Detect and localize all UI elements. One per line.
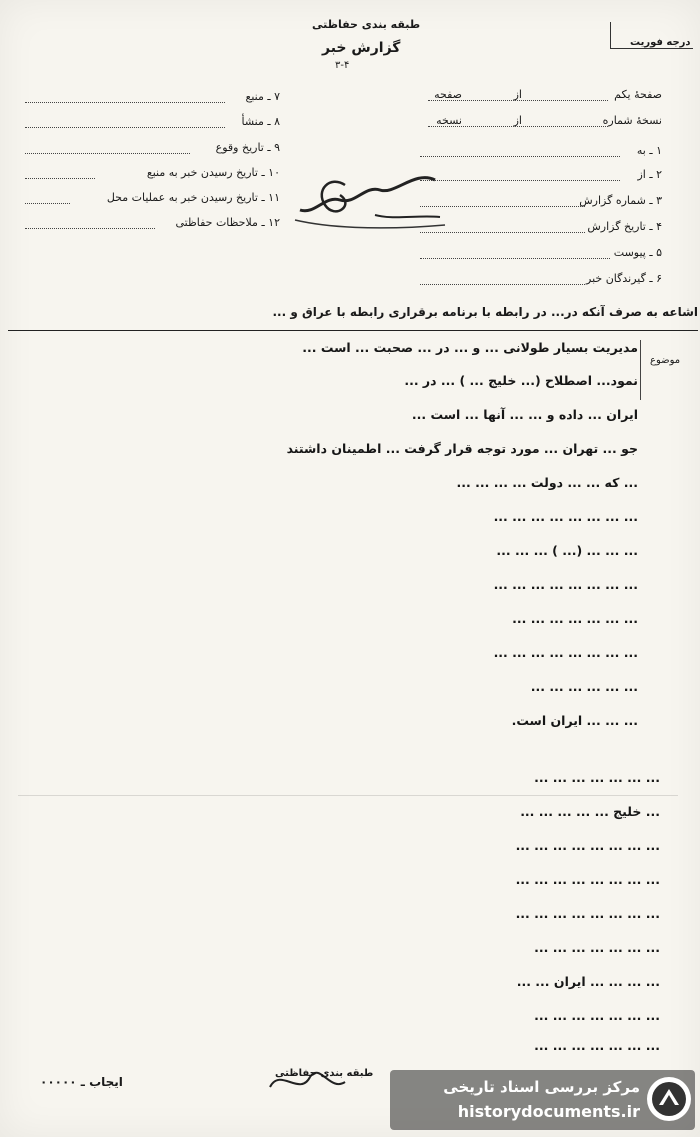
field-attachment [420, 246, 662, 264]
body-line: ... ... ... ... ... ... ... ... [493, 577, 638, 592]
body-line: ... ... ... ... ... ... ... [534, 1038, 660, 1053]
field-origin [25, 115, 280, 133]
field-label: ۴ ـ تاریخ گزارش [587, 220, 662, 233]
field-label: ۱۰ ـ تاریخ رسیدن خبر به منبع [146, 166, 280, 179]
field-security-notes [25, 216, 280, 234]
field-dots [420, 258, 610, 259]
body-line: ... ... ... ... ... ... ... [534, 770, 660, 785]
field-dots [25, 102, 225, 103]
body-line: ... ... ... ... ... ... ... [512, 611, 638, 626]
body-line: نمود... اصطلاح (... خلیج ... ) ... در ... [404, 373, 638, 388]
body-line: ... ... ... ... ایران ... ... [516, 974, 660, 989]
body-line: ... ... ... (... ) ... ... ... [496, 543, 638, 558]
body-line: ... ... ... ... ... ... ... ... [515, 838, 660, 853]
field-dots [428, 126, 608, 127]
watermark-logo-icon [645, 1075, 693, 1123]
body-line: ... خلیج ... ... ... ... ... [520, 804, 660, 819]
reference-code: ایجاب ـ ۰۰۰۰۰ [40, 1075, 123, 1089]
page-crease [18, 795, 678, 796]
field-page [420, 88, 662, 106]
field-suffix: صفحه [434, 88, 462, 101]
field-label: ۵ ـ پیوست [613, 246, 662, 259]
field-copy [420, 114, 662, 132]
field-dots [25, 127, 225, 128]
title-line-rule [8, 330, 698, 331]
field-label: ۸ ـ منشأ [241, 115, 280, 128]
body-line: ایران ... داده و ... ... آنها ... است ... [411, 407, 638, 422]
body-line: ... که ... ... دولت ... ... ... ... [456, 475, 638, 490]
field-label: ۶ ـ گیرندگان خبر [586, 272, 662, 285]
field-dots [25, 178, 95, 179]
classification-bottom: طبقه بندی حفاظتی [275, 1068, 374, 1079]
field-dots [25, 153, 190, 154]
field-label: ۱ ـ به [636, 144, 662, 157]
body-line: ... ... ... ... ... ... ... ... [493, 509, 638, 524]
field-mid: از [513, 114, 522, 127]
field-label: ۱۲ ـ ملاحظات حفاظتی [175, 216, 280, 229]
field-source [25, 90, 280, 108]
watermark-name: مرکز بررسی اسناد تاریخی [443, 1078, 640, 1096]
field-dots [420, 156, 620, 157]
body-line: جو ... تهران ... مورد توجه قرار گرفت ... اطمینان داشتند [286, 441, 638, 456]
body-line: ... ... ... ... ... ... ... ... [493, 645, 638, 660]
body-line: ... ... ... ... ... ... ... ... [515, 872, 660, 887]
field-suffix: نسخه [436, 114, 462, 127]
field-operations-receipt-date [25, 191, 280, 209]
field-mid: از [513, 88, 522, 101]
field-label: ۳ ـ شماره گزارش [579, 194, 662, 207]
field-to [420, 144, 662, 162]
field-label: نسخهٔ شماره [602, 114, 662, 127]
body-line: ... ... ... ایران است. [511, 713, 638, 728]
body-line: ... ... ... ... ... ... ... [534, 940, 660, 955]
field-recipients [420, 272, 662, 290]
field-dots [420, 284, 585, 285]
stamp-scribble-icon [285, 165, 455, 235]
field-label: ۲ ـ از [637, 168, 662, 181]
field-report-date [420, 220, 662, 238]
body-line: ... ... ... ... ... ... ... ... [515, 906, 660, 921]
body-line: ... ... ... ... ... ... ... [534, 1008, 660, 1023]
field-report-number [420, 194, 662, 212]
title-line: اشاعه به صرف آنکه در... در رابطه با برنامه برقراری رابطه با عراق و ... [272, 305, 698, 319]
classification-top: طبقه بندی حفاظتی [312, 18, 421, 31]
field-label: ۱۱ ـ تاریخ رسیدن خبر به عملیات محل [106, 191, 280, 204]
field-from [420, 168, 662, 186]
field-source-receipt-date [25, 166, 280, 184]
urgency-label: درجه فوریت [630, 37, 691, 48]
subject-label: موضوع [650, 355, 681, 366]
subject-rule [640, 340, 641, 400]
field-label: صفحهٔ یکم [614, 88, 662, 101]
handwritten-stamp [285, 165, 455, 235]
field-label: ۹ ـ تاریخ وقوع [215, 141, 280, 154]
field-dots [25, 228, 155, 229]
title-mark: ۳-۴ [335, 60, 350, 71]
watermark-url[interactable]: historydocuments.ir [457, 1102, 640, 1121]
field-dots [428, 100, 608, 101]
body-line: مدیریت بسیار طولانی ... و ... در ... صحبت ... است ... [302, 340, 638, 355]
field-occurrence-date [25, 141, 280, 159]
field-label: ۷ ـ منبع [245, 90, 280, 103]
field-dots [25, 203, 70, 204]
body-line: ... ... ... ... ... ... [530, 679, 638, 694]
document-title: گزارش خبر [322, 40, 401, 56]
